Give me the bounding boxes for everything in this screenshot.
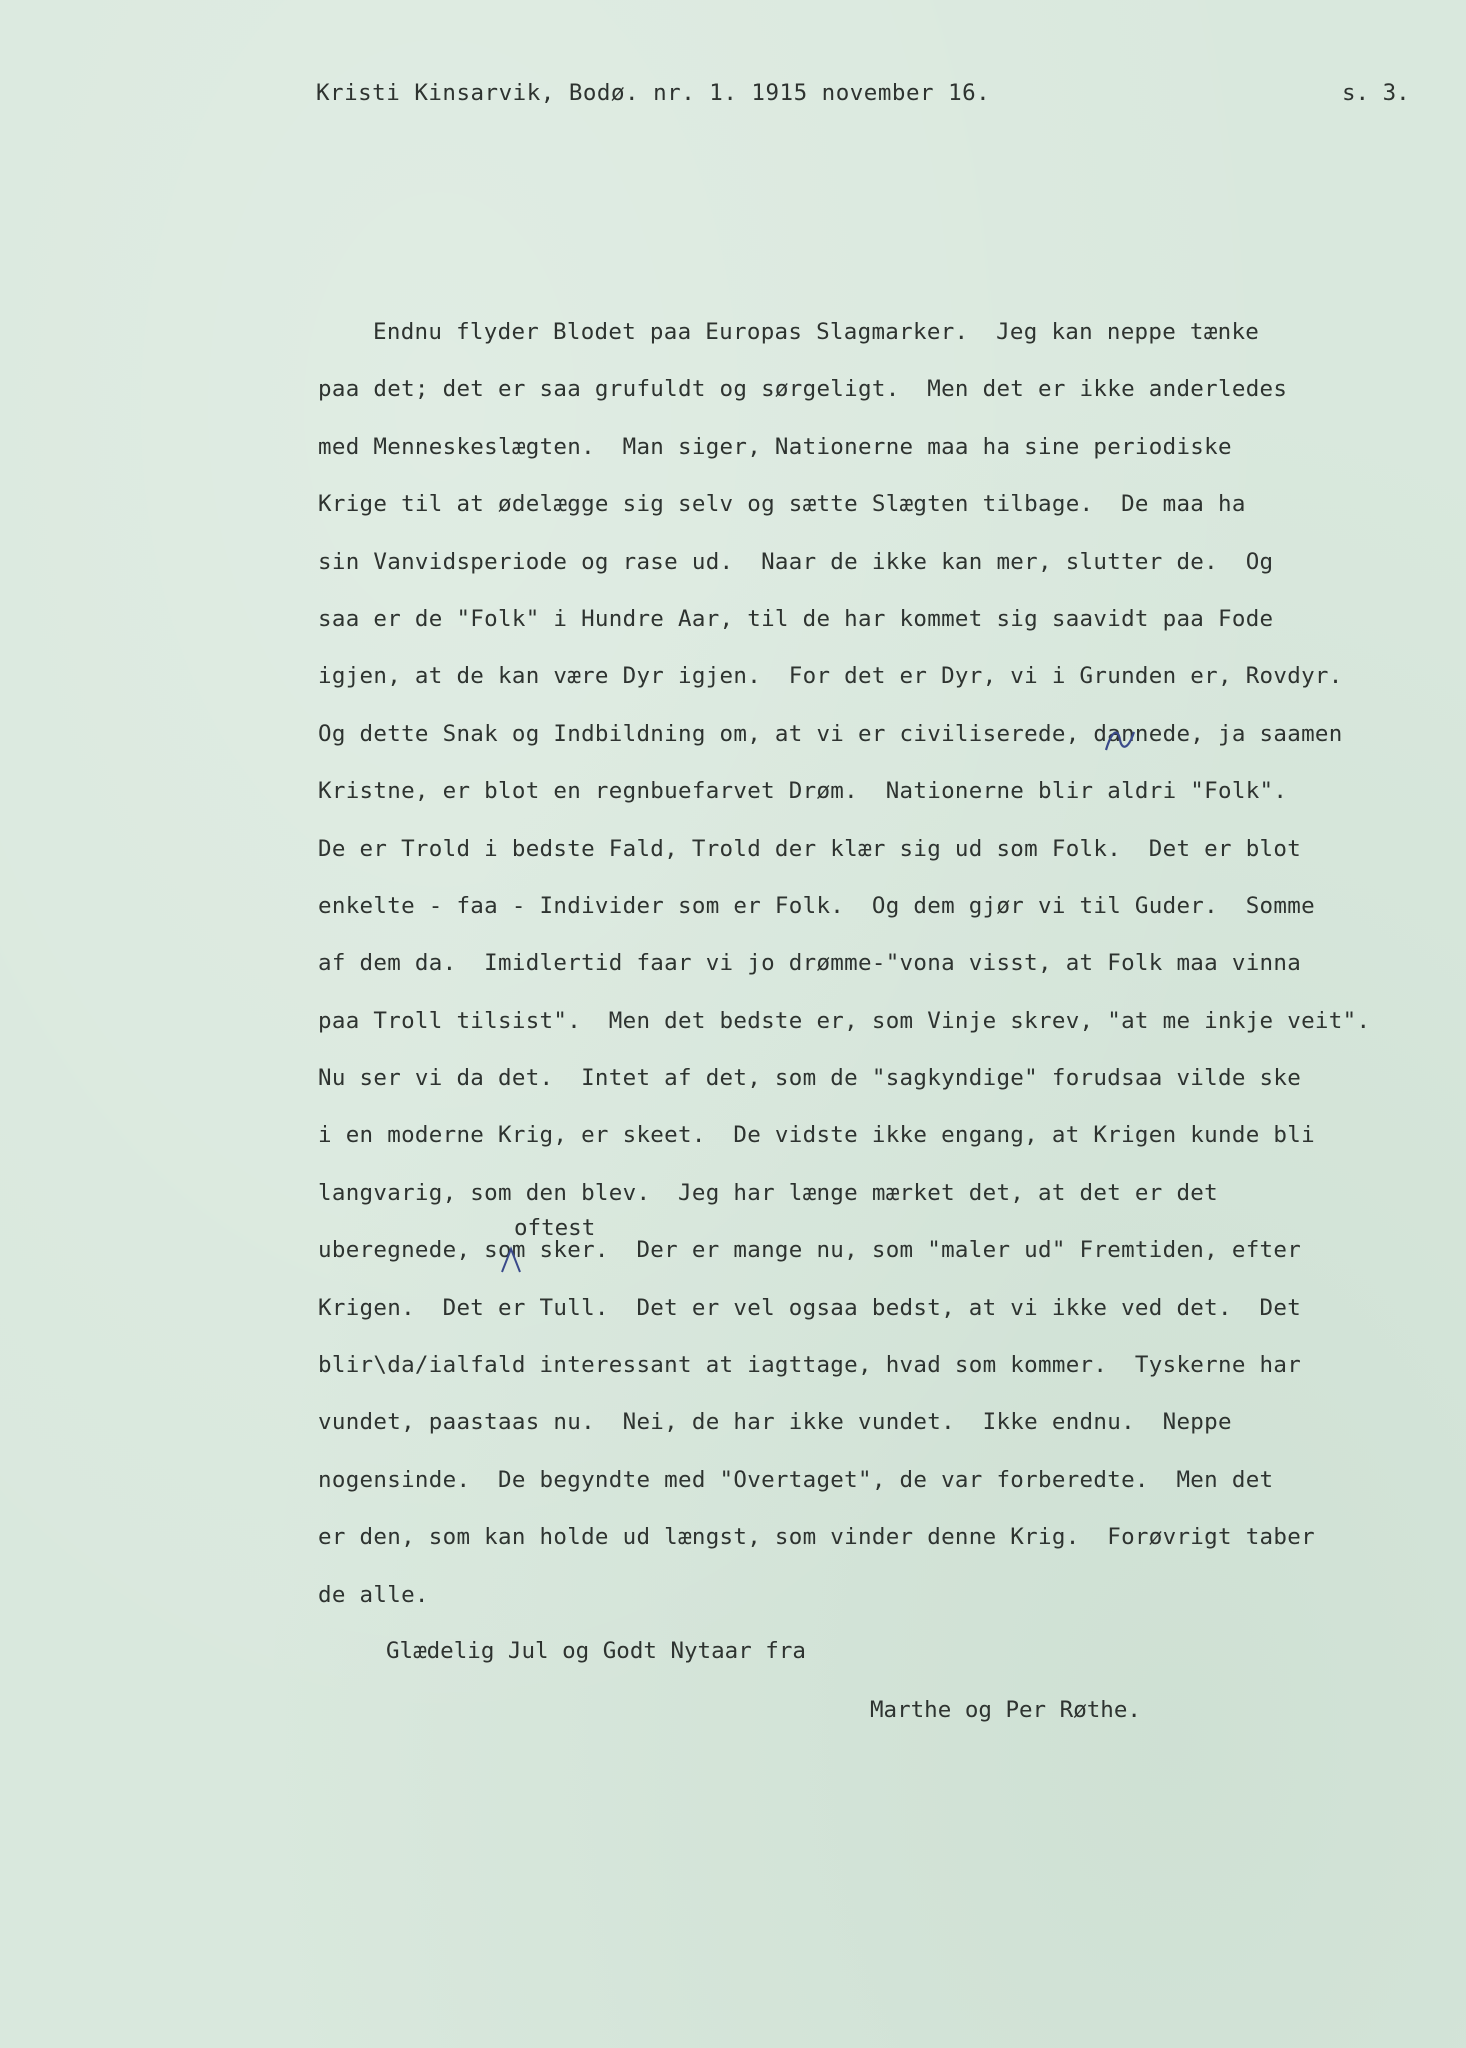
body-line: Krigen. Det er Tull. Det er vel ogsaa bedst, at vi ikke ved det. Det bbox=[318, 1294, 1302, 1321]
body-line: Kristne, er blot en regnbuefarvet Drøm. Nationerne blir aldri "Folk". bbox=[318, 778, 1288, 805]
body-line: Endnu flyder Blodet paa Europas Slagmarker. Jeg kan neppe tænke bbox=[373, 319, 1260, 345]
body-line: paa Troll tilsist". Men det bedste er, som Vinje skrev, "at me inkje veit". bbox=[318, 1007, 1371, 1034]
letter-signature: Marthe og Per Røthe. bbox=[870, 1697, 1141, 1723]
letter-body bbox=[318, 304, 1438, 1624]
body-line: nogensinde. De begyndte med "Overtaget", de var forberedte. Men det bbox=[318, 1466, 1274, 1493]
body-line: igjen, at de kan være Dyr igjen. For det er Dyr, vi i Grunden er, Rovdyr. bbox=[318, 663, 1343, 690]
page-number: s. 3. bbox=[1342, 80, 1410, 106]
letter-header: Kristi Kinsarvik, Bodø. nr. 1. 1915 november 16. bbox=[316, 80, 991, 106]
body-line: med Menneskeslægten. Man siger, Nationerne maa ha sine periodiske bbox=[318, 433, 1232, 460]
body-line: paa det; det er saa grufuldt og sørgeligt. Men det er ikke anderledes bbox=[318, 376, 1288, 403]
letter-greeting: Glædelig Jul og Godt Nytaar fra bbox=[386, 1638, 806, 1664]
body-line: de alle. bbox=[318, 1581, 429, 1608]
body-line: vundet, paastaas nu. Nei, de har ikke vundet. Ikke endnu. Neppe bbox=[318, 1409, 1232, 1436]
body-line: er den, som kan holde ud længst, som vinder denne Krig. Forøvrigt taber bbox=[318, 1524, 1315, 1551]
insertion-caret-icon bbox=[500, 1246, 522, 1274]
body-line: Nu ser vi da det. Intet af det, som de "sagkyndige" forudsaa vilde ske bbox=[318, 1065, 1302, 1092]
body-line: Krige til at ødelægge sig selv og sætte Slægten tilbage. De maa ha bbox=[318, 491, 1246, 518]
handwritten-insertion: oftest bbox=[514, 1215, 596, 1241]
body-line: af dem da. Imidlertid faar vi jo drømme-"vona visst, at Folk maa vinna bbox=[318, 950, 1302, 977]
body-line: Og dette Snak og Indbildning om, at vi er civiliserede, dannede, ja saamen bbox=[318, 720, 1343, 747]
body-line: De er Trold i bedste Fald, Trold der klær sig ud som Folk. Det er blot bbox=[318, 835, 1302, 862]
body-line: i en moderne Krig, er skeet. De vidste ikke engang, at Krigen kunde bli bbox=[318, 1122, 1315, 1149]
body-line: sin Vanvidsperiode og rase ud. Naar de ikke kan mer, slutter de. Og bbox=[318, 548, 1274, 575]
body-line: saa er de "Folk" i Hundre Aar, til de har kommet sig saavidt paa Fode bbox=[318, 605, 1274, 632]
body-line: langvarig, som den blev. Jeg har længe mærket det, at det er det bbox=[318, 1179, 1218, 1206]
body-line: uberegnede, som sker. Der er mange nu, som "maler ud" Fremtiden, efter bbox=[318, 1237, 1302, 1264]
body-line: blir\da/ialfald interessant at iagttage, hvad som kommer. Tyskerne har bbox=[318, 1352, 1302, 1379]
body-line: enkelte - faa - Individer som er Folk. Og dem gjør vi til Guder. Somme bbox=[318, 892, 1315, 919]
pen-correction-mark bbox=[1100, 720, 1140, 760]
